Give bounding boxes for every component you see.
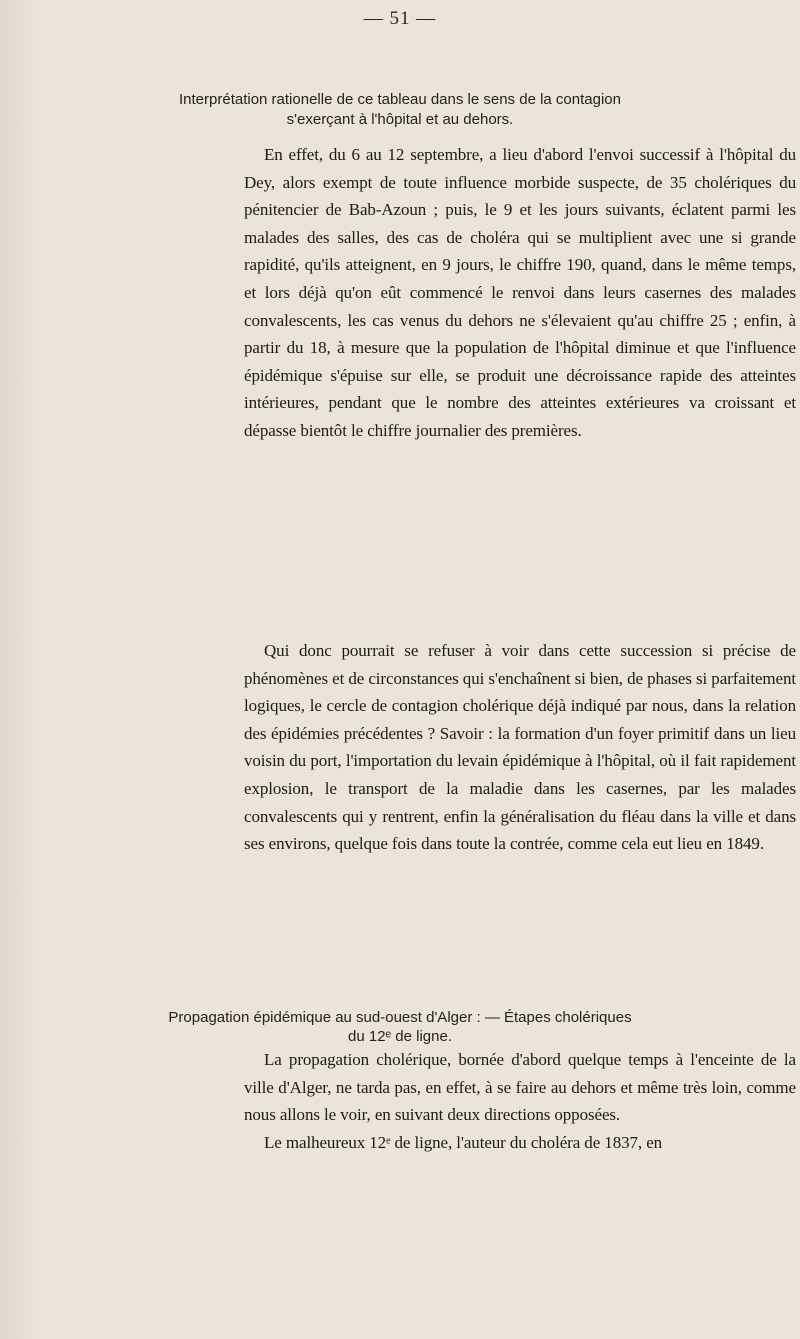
section-heading-line-1: Propagation épidémique au sud-ouest d'Alger : — Étapes cholériques bbox=[168, 1009, 632, 1026]
section-heading-line-2: s'exerçant à l'hôpital et au dehors. bbox=[286, 111, 514, 128]
section-heading-line-2: du 12ᵉ de ligne. bbox=[348, 1028, 452, 1045]
section-heading-line-1: Interprétation rationelle de ce tableau dans le sens de la contagion bbox=[179, 91, 621, 108]
body-paragraph bbox=[244, 141, 796, 445]
paragraph-text: Le malheureux 12ᵉ de ligne, l'auteur du choléra de 1837, en bbox=[264, 1132, 663, 1152]
paragraph-text: En effet, du 6 au 12 septembre, a lieu d'abord l'envoi successif à l'hôpital du Dey, alors exempt de toute influence morbide suspecte, de 35 cholériques du pénitencier de Bab-Azoun ; puis, le 9 et les jours suivants, éclatent parmi les malades des salles, des cas de choléra qui se multiplient avec une si grande rapidité, qu'ils atteignent, en 9 jours, le chiffre 190, quand, dans le même temps, et lors déjà qu'on eût commencé le renvoi dans leurs casernes des malades convalescents, les cas venus du dehors ne s'élevaient qu'au chiffre 25 ; enfin, à partir du 18, à mesure que la population de l'hôpital diminue et que l'influence épidémique s'épuise sur elle, se produit une décroissance rapide des atteintes intérieures, pendant que le nombre des atteintes extérieures va croissant et dépasse bientôt le chiffre journalier des premières. bbox=[244, 145, 796, 440]
body-paragraph bbox=[244, 1046, 796, 1156]
page-number: — 51 — bbox=[363, 8, 437, 29]
body-paragraph-2 bbox=[244, 637, 796, 858]
paragraph-text: La propagation cholérique, bornée d'abord quelque temps à l'enceinte de la ville d'Alger, ne tarda pas, en effet, à se faire au dehors et même très loin, comme nous allons le voir, en suivant deux directions opposées. bbox=[244, 1050, 796, 1125]
paragraph-text: Qui donc pourrait se refuser à voir dans cette succession si précise de phénomènes et de circonstances qui s'enchaînent si bien, de phases si parfaitement logiques, le cercle de contagion cholérique déjà indiqué par nous, dans la relation des épidémies précédentes ? Savoir : la formation d'un foyer primitif dans un lieu voisin du port, l'importation du levain épidémique à l'hôpital, où il fait rapidement explosion, le transport de la maladie dans les casernes, par les malades convalescents qui y rentrent, enfin la généralisation du fléau dans la ville et dans ses environs, quelque fois dans toute la contrée, comme cela eut lieu en 1849. bbox=[244, 641, 796, 854]
section-heading bbox=[100, 90, 700, 130]
section-heading bbox=[100, 1008, 700, 1046]
